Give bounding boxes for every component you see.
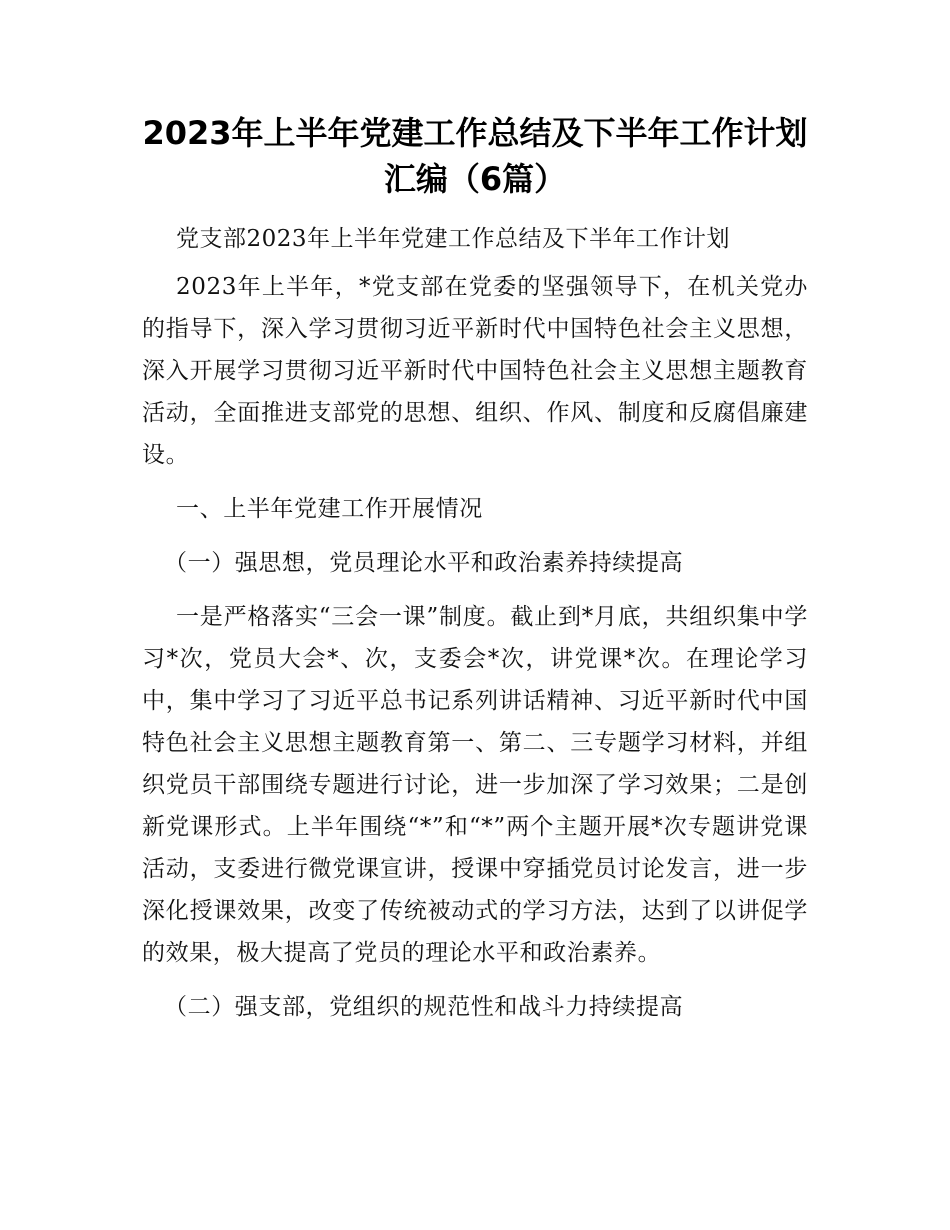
subsection-1-paragraph: 一是严格落实“三会一课”制度。截止到*月底，共组织集中学习*次，党员大会*、次，支委会*次，讲党课*次。在理论学习中，集中学习了习近平总书记系列讲话精神、习近平新时代中国特色社会主义思想主题教育第一、第二、三专题学习材料，并组织党员干部围绕专题进行讨论，进一步加深了学习效果；二是创新党课形式。上半年围绕“*”和“*”两个主题开展*次专题讲党课活动，支委进行微党课宣讲，授课中穿插党员讨论发言，进一步深化授课效果，改变了传统被动式的学习方法，达到了以讲促学的效果，极大提高了党员的理论水平和政治素养。 <box>142 604 808 966</box>
document-subtitle: 党支部2023年上半年党建工作总结及下半年工作计划 <box>176 226 731 252</box>
subsection-heading-1: （一）强思想，党员理论水平和政治素养持续提高 <box>164 550 684 576</box>
title-line-2: 汇编（6篇） <box>383 160 567 198</box>
subsection-heading-2: （二）强支部，党组织的规范性和战斗力持续提高 <box>164 994 684 1020</box>
document-body <box>142 110 808 1028</box>
document-title <box>142 110 808 202</box>
title-line-1: 2023年上半年党建工作总结及下半年工作计划 <box>142 114 808 152</box>
intro-paragraph: 2023年上半年，*党支部在党委的坚强领导下，在机关党办的指导下，深入学习贯彻习近平新时代中国特色社会主义思想，深入开展学习贯彻习近平新时代中国特色社会主义思想主题教育活动，全面推进支部党的思想、组织、作风、制度和反腐倡廉建设。 <box>142 274 808 468</box>
section-heading-1: 一、上半年党建工作开展情况 <box>176 496 483 522</box>
